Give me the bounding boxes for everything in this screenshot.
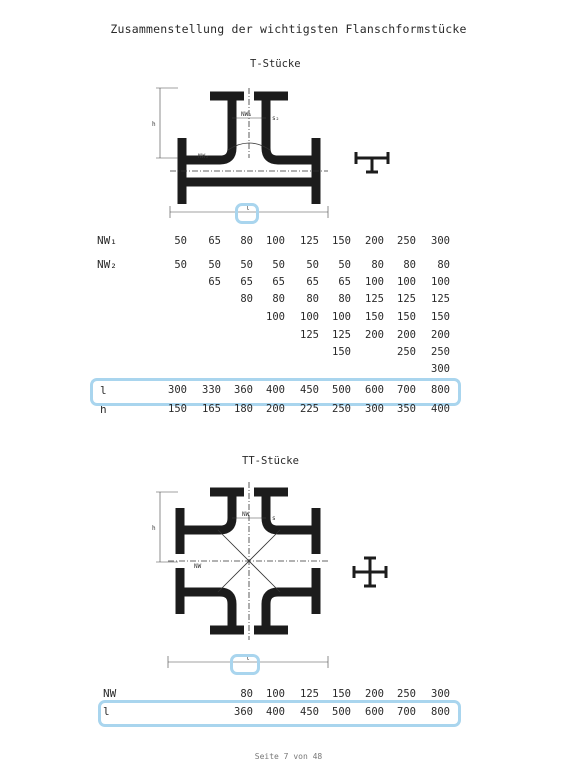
t-nw2-cell: 50 (306, 259, 319, 271)
t-drawing-l-label: l (246, 205, 250, 212)
t-nw2-cell: 65 (208, 276, 221, 288)
t-nw2-cell: 250 (431, 346, 450, 358)
tt-l-cell: 360 (234, 706, 253, 718)
t-l-cell: 400 (266, 384, 285, 396)
t-l-cell: 700 (397, 384, 416, 396)
tt-nw-cell: 300 (431, 688, 450, 700)
t-h-cell: 150 (168, 403, 187, 415)
t-nw2-cell: 100 (365, 276, 384, 288)
t-nw2-cell: 80 (371, 259, 384, 271)
t-l-cell: 500 (332, 384, 351, 396)
t-nw2-cell: 300 (431, 363, 450, 375)
t-nw1-cell: 65 (208, 235, 221, 247)
t-row-label-h: h (100, 403, 107, 416)
t-nw2-cell: 100 (431, 276, 450, 288)
t-l-cell: 450 (300, 384, 319, 396)
tt-drawing-nw-label: NW (242, 511, 250, 518)
t-nw2-cell: 50 (174, 259, 187, 271)
t-nw2-cell: 150 (431, 311, 450, 323)
t-nw1-cell: 50 (174, 235, 187, 247)
t-nw2-cell: 150 (332, 346, 351, 358)
tt-nw-cell: 80 (240, 688, 253, 700)
t-nw2-cell: 50 (338, 259, 351, 271)
t-h-cell: 400 (431, 403, 450, 415)
tt-piece-symbol (350, 552, 390, 592)
tt-nw-cell: 150 (332, 688, 351, 700)
t-nw2-cell: 80 (306, 293, 319, 305)
t-nw2-cell: 80 (240, 293, 253, 305)
t-nw2-cell: 80 (272, 293, 285, 305)
t-nw2-cell: 200 (365, 329, 384, 341)
tt-l-cell: 500 (332, 706, 351, 718)
page-title: Zusammenstellung der wichtigsten Flanschformstücke (110, 22, 467, 36)
tt-nw-cell: 100 (266, 688, 285, 700)
t-nw2-cell: 65 (306, 276, 319, 288)
t-nw1-cell: 200 (365, 235, 384, 247)
t-nw2-cell: 250 (397, 346, 416, 358)
t-nw2-cell: 80 (437, 259, 450, 271)
tt-drawing-h-label: h (152, 525, 156, 532)
tt-nw-cell: 250 (397, 688, 416, 700)
t-nw2-cell: 125 (431, 293, 450, 305)
tt-nw-cell: 125 (300, 688, 319, 700)
t-h-cell: 180 (234, 403, 253, 415)
t-nw2-cell: 200 (397, 329, 416, 341)
tt-l-cell: 800 (431, 706, 450, 718)
tt-l-cell: 700 (397, 706, 416, 718)
t-nw2-cell: 100 (332, 311, 351, 323)
t-l-cell: 360 (234, 384, 253, 396)
t-nw2-cell: 100 (266, 311, 285, 323)
t-nw2-cell: 200 (431, 329, 450, 341)
tt-piece-drawing (150, 478, 340, 670)
t-h-cell: 250 (332, 403, 351, 415)
t-nw2-cell: 100 (397, 276, 416, 288)
t-row-label-nw2: NW₂ (97, 258, 117, 271)
t-nw2-cell: 50 (240, 259, 253, 271)
t-l-cell: 330 (202, 384, 221, 396)
t-drawing-l-highlight (235, 203, 259, 224)
t-nw2-cell: 125 (332, 329, 351, 341)
t-piece-symbol (352, 146, 392, 176)
t-nw2-cell: 150 (397, 311, 416, 323)
tt-drawing-s-label: s (272, 515, 276, 522)
tt-row-label-nw: NW (103, 687, 117, 700)
t-nw2-cell: 50 (208, 259, 221, 271)
t-row-label-l: l (100, 384, 107, 397)
tt-section-heading: TT-Stücke (242, 455, 299, 467)
t-nw1-cell: 300 (431, 235, 450, 247)
t-drawing-h-label: h (152, 121, 156, 128)
t-nw2-cell: 125 (397, 293, 416, 305)
t-nw1-cell: 125 (300, 235, 319, 247)
t-nw2-cell: 80 (403, 259, 416, 271)
t-l-cell: 800 (431, 384, 450, 396)
t-h-cell: 300 (365, 403, 384, 415)
t-nw2-cell: 100 (300, 311, 319, 323)
tt-drawing-l-label: l (246, 655, 250, 662)
tt-l-cell: 450 (300, 706, 319, 718)
tt-drawing-nw-label-side: NW (194, 563, 202, 570)
t-nw2-cell: 125 (365, 293, 384, 305)
tt-drawing-l-highlight (230, 654, 260, 675)
tt-l-cell: 600 (365, 706, 384, 718)
t-drawing-nw1-label: NW₁ (241, 111, 252, 118)
tt-nw-cell: 200 (365, 688, 384, 700)
t-nw2-cell: 125 (300, 329, 319, 341)
t-nw2-cell: 80 (338, 293, 351, 305)
t-section-heading: T-Stücke (250, 58, 301, 70)
tt-row-label-l: l (103, 705, 110, 718)
tt-l-cell: 400 (266, 706, 285, 718)
t-nw2-cell: 65 (338, 276, 351, 288)
t-row-label-nw1: NW₁ (97, 234, 117, 247)
t-nw1-cell: 80 (240, 235, 253, 247)
t-l-cell: 300 (168, 384, 187, 396)
t-drawing-s2-label: s₂ (272, 115, 280, 122)
t-h-cell: 350 (397, 403, 416, 415)
t-h-cell: 165 (202, 403, 221, 415)
t-drawing-nw2-label: NW₂ (198, 153, 209, 160)
t-nw2-cell: 150 (365, 311, 384, 323)
t-nw2-cell: 50 (272, 259, 285, 271)
t-nw1-cell: 100 (266, 235, 285, 247)
t-nw1-cell: 250 (397, 235, 416, 247)
t-nw2-cell: 65 (240, 276, 253, 288)
page-footer: Seite 7 von 48 (254, 752, 323, 761)
t-h-cell: 225 (300, 403, 319, 415)
t-l-cell: 600 (365, 384, 384, 396)
t-nw2-cell: 65 (272, 276, 285, 288)
t-h-cell: 200 (266, 403, 285, 415)
t-nw1-cell: 150 (332, 235, 351, 247)
